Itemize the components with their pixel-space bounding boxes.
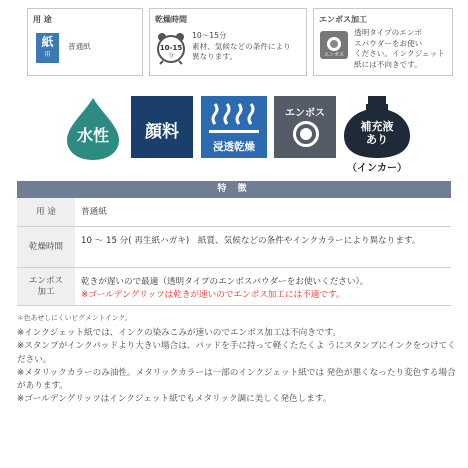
features-emboss-text: 乾きが遅いので最適（透明タイプのエンボスパウダーをお使いください）。 [81, 277, 369, 287]
emboss-line-3: ください。インクジェット [354, 49, 445, 58]
dry-time-line-2: 素材、気候などの条件により [192, 41, 291, 51]
water-based-icon [63, 96, 123, 162]
notes-list [17, 327, 457, 407]
paper-icon-main: 紙 [41, 35, 54, 49]
pigment-icon [131, 96, 193, 158]
refill-sub-label: （インカー） [347, 163, 407, 174]
note-1: ※インクジェット紙では、インクの染みこみが速いのでエンボス加工は不向きです。 [17, 328, 341, 338]
refill-line-2: あり [366, 133, 388, 146]
features-label-dry-time: 乾燥時間 [17, 227, 75, 267]
features-label-emboss: エンボス加工 [17, 268, 75, 305]
use-title: 用 途 [33, 15, 52, 24]
use-value: 普通紙 [68, 42, 91, 51]
features-label-use: 用 途 [17, 198, 75, 226]
emboss-type-label: エンボス [285, 108, 325, 119]
refill-line-1: 補充液 [360, 120, 394, 133]
features-emboss-warning: ※ゴールデングリッツは乾きが速いのでエンボス加工には不適です。 [81, 290, 345, 300]
clock-icon-unit: 分 [168, 53, 174, 59]
features-value-use: 普通紙 [81, 207, 107, 217]
refill-icon [340, 96, 414, 176]
clock-icon-text: 10-15 [159, 44, 183, 52]
features-row-emboss [17, 268, 451, 306]
paper-icon-sub: 用 [44, 51, 51, 58]
note-3: ※メタリックカラーのみ油性。メタリックカラーは一部のインクジェット紙では 発色が悪くなったり変色する場合があります。 [17, 367, 456, 392]
emboss-info-box [313, 8, 453, 76]
water-based-label: 水性 [76, 126, 109, 145]
steam-waves-icon [201, 98, 267, 138]
emboss-title: エンボス加工 [319, 15, 367, 24]
pigment-label: 顔料 [145, 122, 179, 142]
emboss-line-4: 紙には不向きです。 [354, 59, 422, 69]
emboss-type-icon [274, 96, 336, 158]
emboss-text [354, 28, 445, 70]
features-value-dry-time: 10 ～ 15 分( 再生紙ハガキ) 紙質、気候などの条件やインクカラーにより異なります。 [81, 236, 421, 246]
features-value-emboss [81, 276, 447, 302]
dry-time-title: 乾燥時間 [155, 15, 187, 24]
penetration-dry-icon [201, 96, 267, 158]
features-header: 特 徴 [17, 181, 451, 198]
use-info-box [27, 8, 143, 76]
refill-label [340, 120, 414, 146]
emboss-icon [320, 31, 348, 59]
penetration-dry-label: 浸透乾燥 [213, 141, 255, 153]
features-row-dry-time [17, 227, 451, 268]
note-4: ※ゴールデングリッツはインクジェット紙でもメタリック調に美しく発色します。 [17, 394, 332, 405]
emboss-icon-label: エンボス [323, 52, 344, 58]
clock-icon [156, 31, 186, 65]
pigment-footnote: ＊色あせしにくいピグメントインク。 [17, 314, 132, 322]
emboss-line-2: スパウダーをお使い [354, 38, 423, 48]
note-2: ※スタンプがインクパッドより大きい場合は、パッドを手に持って軽くたたくよ うにスタンプにインクをつけてください。 [17, 341, 456, 365]
dry-time-line-1: 10～15分 [192, 31, 227, 40]
dry-time-text [192, 31, 291, 63]
paper-icon [36, 33, 59, 63]
features-row-use [17, 198, 451, 227]
dry-time-info-box [149, 8, 307, 76]
emboss-ring-icon [293, 121, 319, 147]
dry-time-line-3: 異なります。 [192, 52, 237, 61]
emboss-line-1: 透明タイプのエンボ [354, 28, 422, 37]
